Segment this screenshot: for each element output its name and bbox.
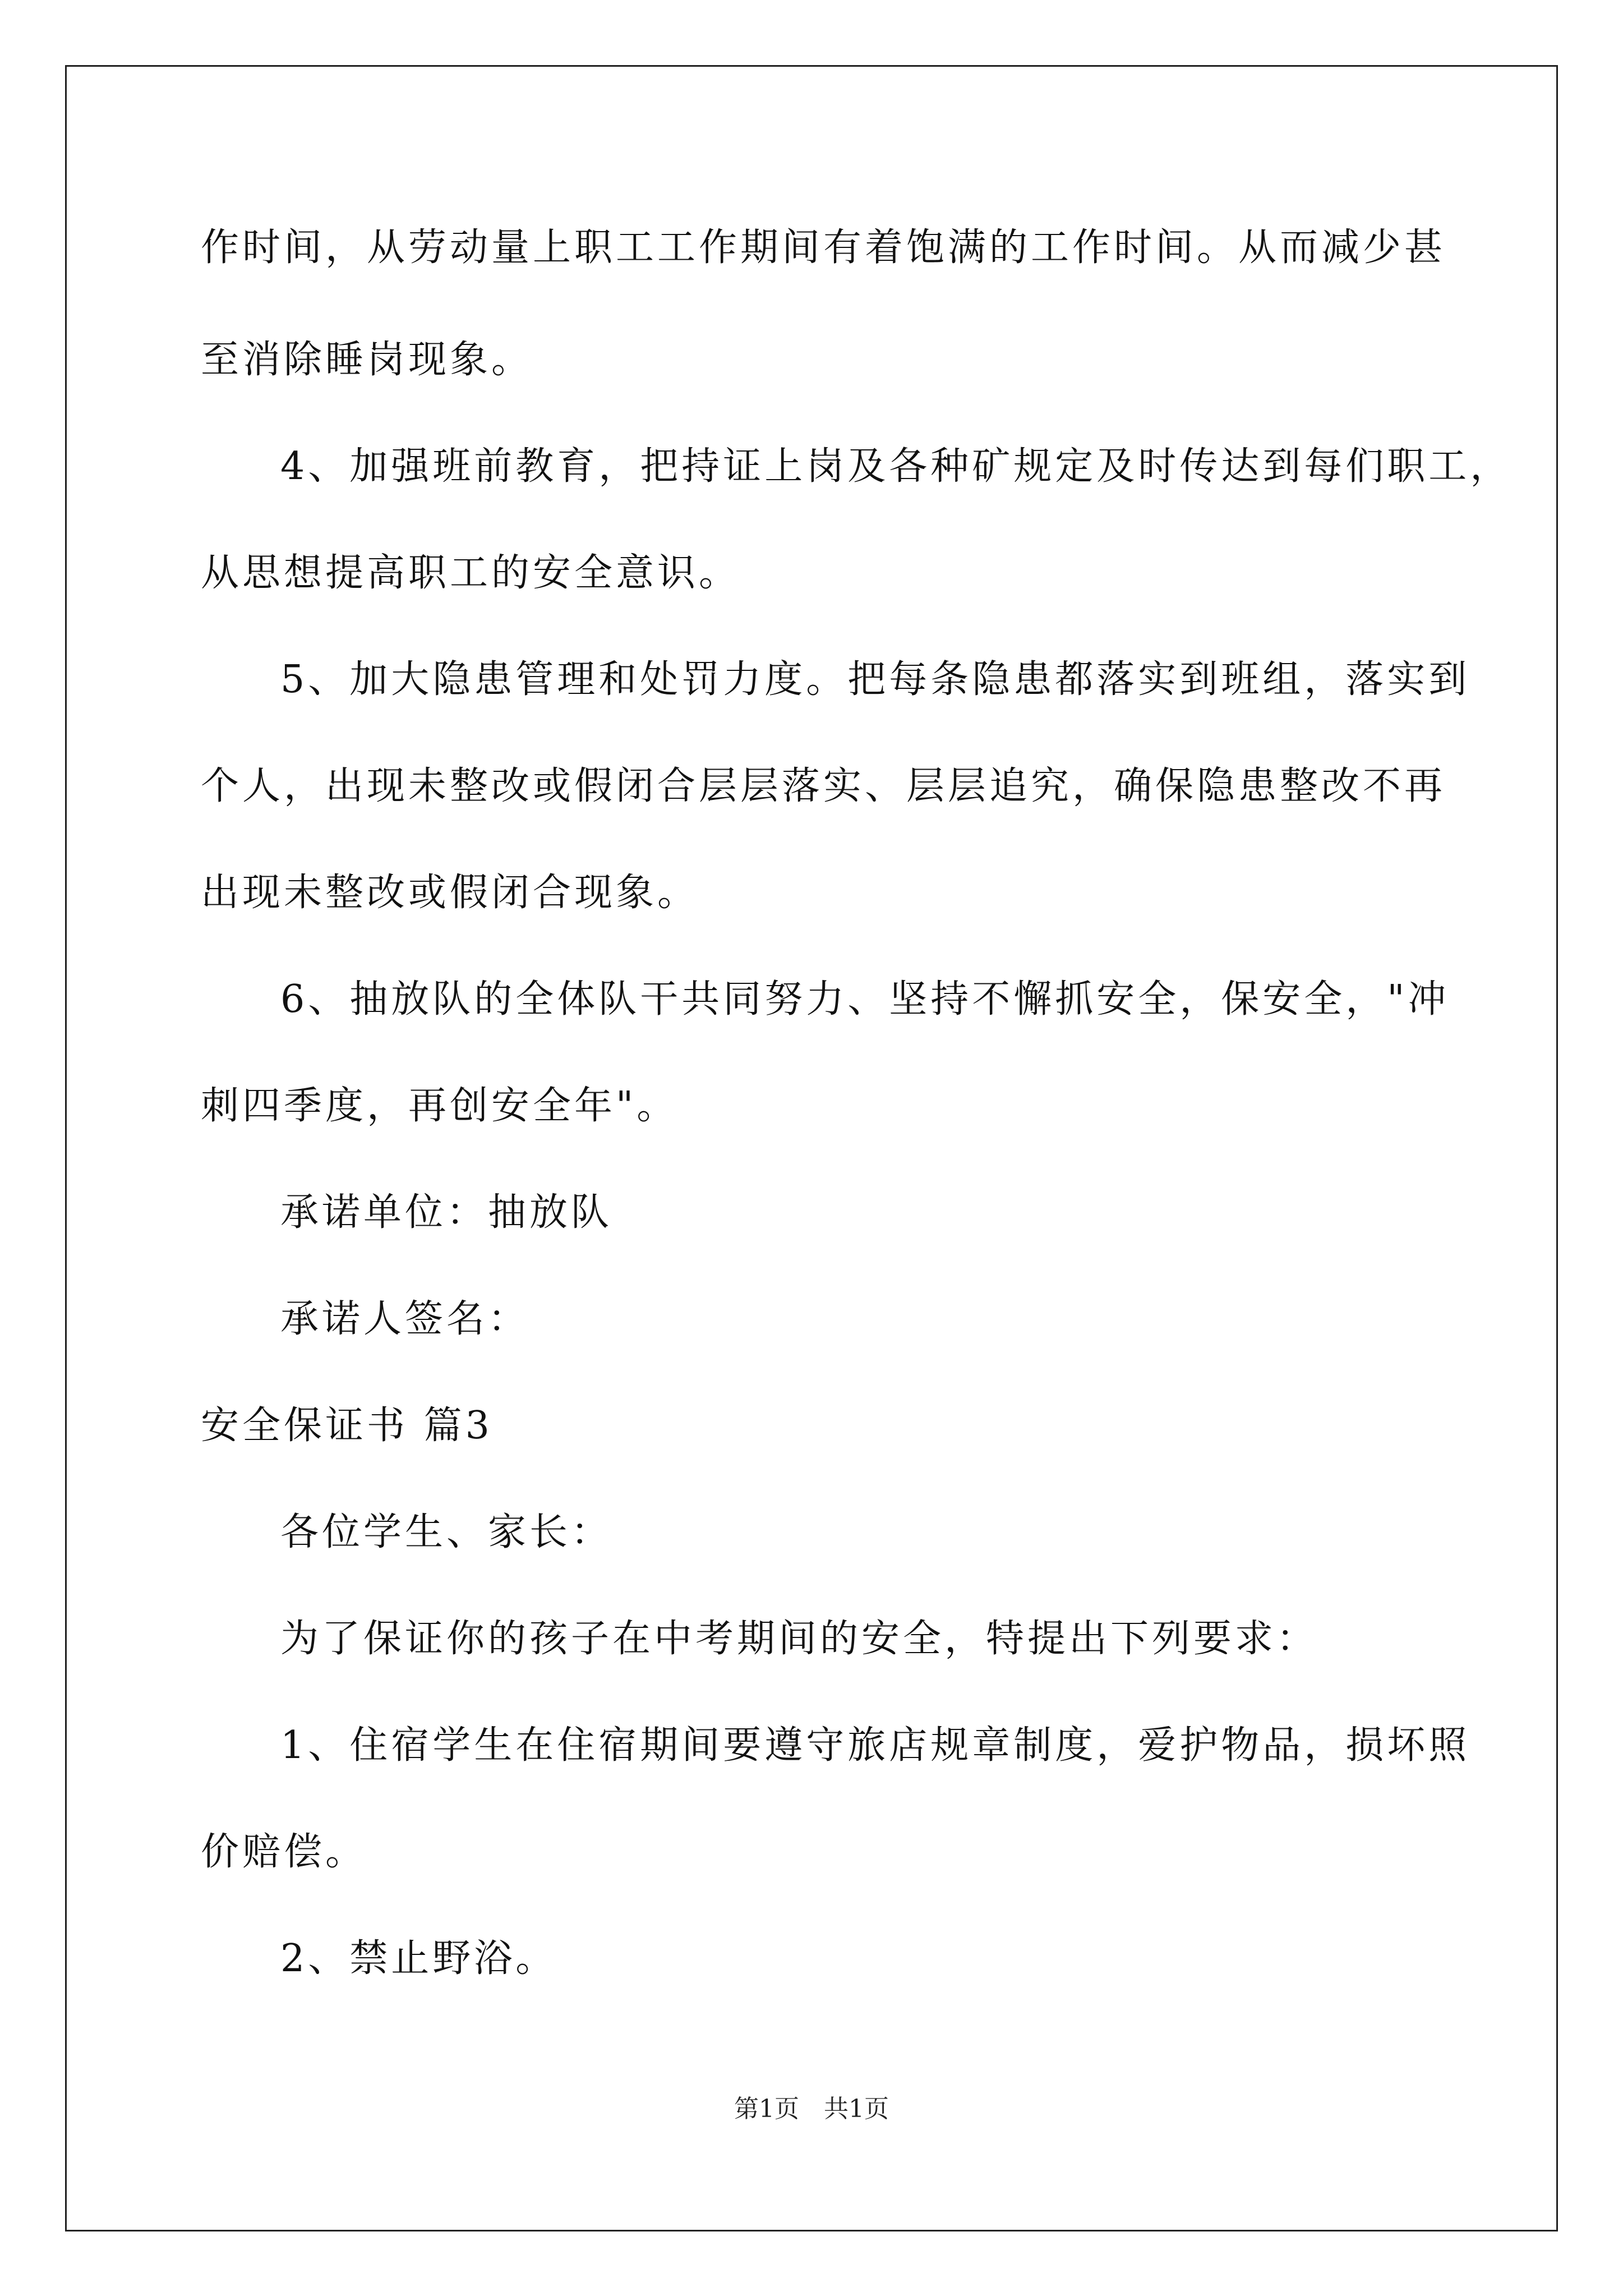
text-line: 6、抽放队的全体队干共同努力、坚持不懈抓安全，保安全，"冲 xyxy=(280,977,1450,1022)
text-line: 刺四季度，再创安全年"。 xyxy=(201,1084,679,1128)
text-line: 出现未整改或假闭合现象。 xyxy=(201,871,699,915)
text-line: 至消除睡岗现象。 xyxy=(201,338,533,382)
text-line: 1、住宿学生在住宿期间要遵守旅店规章制度，爱护物品，损坏照 xyxy=(280,1723,1470,1768)
page-footer: 第1页 共1页 xyxy=(734,2095,889,2123)
section-heading: 安全保证书 篇3 xyxy=(201,1404,493,1448)
text-line: 从思想提高职工的安全意识。 xyxy=(201,551,741,595)
page-border xyxy=(65,65,1558,2231)
text-line: 2、禁止野浴。 xyxy=(280,1936,557,1981)
text-line: 5、加大隐患管理和处罚力度。把每条隐患都落实到班组，落实到 xyxy=(280,657,1470,702)
text-line: 个人，出现未整改或假闭合层层落实、层层追究，确保隐患整改不再 xyxy=(201,764,1446,808)
text-line: 为了保证你的孩子在中考期间的安全，特提出下列要求： xyxy=(280,1617,1318,1661)
text-line: 4、加强班前教育，把持证上岗及各种矿规定及时传达到每们职工， xyxy=(280,444,1512,489)
text-line: 各位学生、家长： xyxy=(280,1510,613,1554)
text-line: 价赔偿。 xyxy=(201,1830,367,1874)
text-line: 承诺人签名： xyxy=(280,1297,530,1341)
text-line: 承诺单位：抽放队 xyxy=(280,1190,613,1235)
text-line: 作时间，从劳动量上职工工作期间有着饱满的工作时间。从而减少甚 xyxy=(201,226,1446,270)
